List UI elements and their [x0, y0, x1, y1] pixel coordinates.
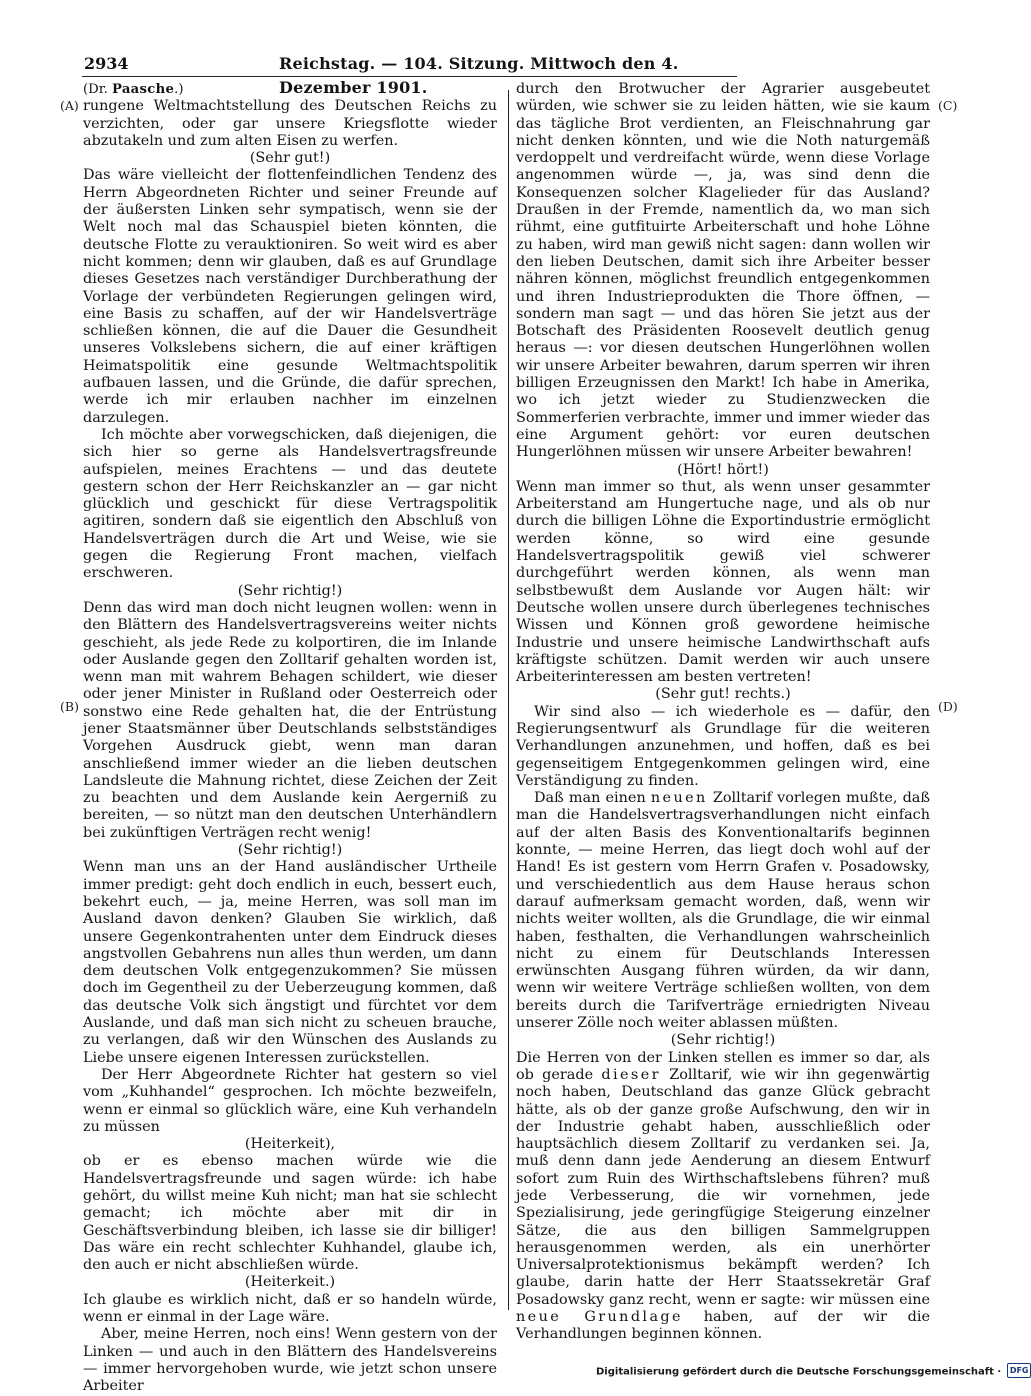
paragraph	[516, 790, 930, 1032]
text-run: Zolltarif vorlegen mußte, daß man die Handelsvertragsverhandlungen nicht einfach auf der alten Basis des Konventionaltarifs beginnen konnte, — meine Herren, das liegt doch wohl auf der Hand! Es ist gestern vom Herrn Grafen v. Posadowsky, und verschiedentlich aus dem Hause heraus schon darauf aufmerksam gemacht worden, daß, wenn wir nichts weiter wollten, als die Grundlage, die wir einmal haben, festhalten, die Verhandlungen wahrscheinlich nicht zu einem für Deutschlands Interessen erwünschten Ausgang führen würden, da wir dann, wenn wir weitere Verträge schließen wollten, von dem bereits durch die Tarifverträge erniedrigten Niveau unserer Zölle noch weiter ablassen müßten.	[516, 790, 930, 1032]
page-number: 2934	[84, 54, 129, 73]
left-column	[83, 81, 497, 1396]
dfg-logo-text: DFG	[1009, 1366, 1029, 1375]
interjection: (Sehr gut! rechts.)	[655, 686, 791, 703]
interjection: (Sehr gut!)	[249, 150, 331, 167]
paragraph: Ich möchte aber vorwegschicken, daß diejenigen, die sich hier so gerne als Handelsvertragsfreunde aufspielen, meines Erachtens — und das deutete gestern schon der Herr Reichskanzler an — gar nicht glücklich und geschickt für diese Vertragspolitik agitiren, sondern daß sie eigentlich den Abschluß von Handelsverträgen durch die Art und Weise, wie sie gegen die Regierung Front machen, vielfach erschweren.	[83, 426, 497, 582]
margin-marker-d: (D)	[938, 699, 958, 714]
funding-footer	[596, 1364, 1029, 1380]
interjection: (Sehr richtig!)	[670, 1032, 776, 1049]
interjection: (Sehr richtig!)	[237, 842, 343, 859]
paragraph: Aber, meine Herren, noch eins! Wenn gestern von der Linken — und auch in den Blättern des Handelsvereins — immer hervorgehoben wurde, wie jetzt schon unsere Arbeiter	[83, 1326, 497, 1395]
header-rule	[82, 76, 737, 77]
footer-text: Digitalisierung gefördert durch die Deutsche Forschungsgemeinschaft ·	[596, 1366, 1002, 1378]
speaker-prefix: (Dr.	[83, 82, 112, 97]
paragraph: Ich glaube es wirklich nicht, daß er so handeln würde, wenn er einmal in der Lage wäre.	[83, 1291, 497, 1326]
speaker-label	[83, 81, 497, 98]
running-title: Reichstag. — 104. Sitzung. Mittwoch den 4. Dezember 1901.	[279, 54, 679, 97]
paragraph: Das wäre vielleicht der flottenfeindlichen Tendenz des Herrn Abgeordneten Richter und seiner Freunde auf der äußersten Linken sehr sympatisch, wenn sie der Welt noch mal das Schauspiel bieten könnten, die deutsche Flotte zu verauktioniren. So weit wird es aber nicht kommen; denn wir glauben, daß es auf Grundlage dieses Gesetzes nach verständiger Durchberathung der Vorlage der verbündeten Regierungen gelingen wird, eine Basis zu schaffen, auf der wir Handelsverträge schließen können, die auf die Dauer die Gesundheit unseres Volkslebens sichern, die auf einer kräftigen Heimatspolitik eine gesunde Weltmachtspolitik aufbauen lassen, und die Gründe, die dafür sprechen, werde ich mir erlauben nachher im einzelnen darzulegen.	[83, 167, 497, 426]
column-divider	[508, 90, 509, 1310]
paragraph: Wir sind also — ich wiederhole es — dafür, den Regierungsentwurf als Grundlage für die weiteren Verhandlungen anzunehmen, und hoffen, daß es bei gegenseitigem Entgegenkommen gelingen wird, eine Verständigung zu finden.	[516, 703, 930, 789]
text-run: Daß man einen	[534, 790, 651, 807]
interjection: (Sehr richtig!)	[237, 582, 343, 599]
text-run: haben, auf der wir die Verhandlungen beginnen können.	[516, 1309, 931, 1343]
spaced-emphasis: dieser	[601, 1066, 661, 1083]
paragraph: Denn das wird man doch nicht leugnen wollen: wenn in den Blättern des Handelsvertragsvereins weiter nichts geschieht, als jede Rede zu kolportiren, die im Inlande oder Auslande gegen den Zolltarif gehalten worden ist, wenn man mit wahrem Behagen schildert, wie dieser oder jener Minister in Rußland oder Oesterreich oder sonstwo eine Rede gehalten hat, die der Entrüstung jener Staatsmänner über Deutschlands selbstständiges Vorgehen Ausdruck giebt, wenn man daran anschließend immer wieder an die lieben deutschen Landsleute die Mahnung richtet, diese Zeichen der Zeit zu beachten und dem Auslande kein Aergerniß zu bereiten, — so nützt man den deutschen Unterhändlern bei zukünftigen Verträgen recht wenig!	[83, 599, 497, 841]
paragraph: Wenn man uns an der Hand ausländischer Urtheile immer predigt: geht doch endlich in euch, bessert euch, bekehrt euch, — ja, meine Herren, was soll man im Ausland davon denken? Glauben Sie wirklich, daß unsere Gegenkontrahenten unter dem Eindruck dieses angstvollen Gebahrens nun alles thun werden, um dann dem deutschen Volk entgegenzukommen? Sie müssen doch im Gegentheil zu der Ueberzeugung kommen, daß das deutsche Volk sich ängstigt und fürchtet vor dem Auslande, und daß man sich nicht zu scheuen brauche, zu verlangen, daß wir den Wünschen des Auslands zu Liebe unsere eigenen Interessen zurückstellen.	[83, 859, 497, 1066]
paragraph: durch den Brotwucher der Agrarier ausgebeutet würden, wie schwer sie zu leiden hätten, wie sie kaum das tägliche Brot verdienten, an Fleischnahrung gar nicht denken könnten, und wie die Noth naturgemäß verdoppelt und verdreifacht würde, wenn diese Vorlage angenommen würde —, ja, was sind denn die Konsequenzen solcher Klagelieder für das Ausland? Draußen in der Fremde, namentlich da, wo man sich rühmt, eine gutfituirte Arbeiterschaft und hohe Löhne zu haben, wird man gewiß nicht sagen: dann wollen wir den lieben Deutschen, damit sich ihre Arbeiter besser nähren können, möglichst freundlich entgegenkommen und ihren Industrieprodukten die Thore öffnen, — sondern man sagt — und das hören Sie jetzt aus der Botschaft des Präsidenten Roosevelt deutlich genug heraus —: vor diesen deutschen Hungerlöhnen wollen wir unsere Arbeiter bewahren, darum sperren wir ihren billigen Erzeugnissen den Markt! Ich habe in Amerika, wo ich jetzt wieder zu Studienzwecken die Sommerferien verbrachte, immer und immer wieder das eine Argument gehört: vor euren deutschen Hungerlöhnen müssen wir unsere Arbeiter bewahren!	[516, 81, 930, 461]
margin-marker-c: (C)	[938, 98, 958, 113]
interjection: (Heiterkeit),	[244, 1136, 336, 1153]
margin-marker-b: (B)	[60, 699, 79, 714]
text-run: Die Herren von der Linken stellen es immer so dar, als ob gerade	[516, 1049, 930, 1083]
paragraph: rungene Weltmachtstellung des Deutschen Reichs zu verzichten, oder gar unsere Kriegsflotte wieder abzutakeln und zum alten Eisen zu werfen.	[83, 98, 497, 149]
paragraph: ob er es ebenso machen würde wie die Handelsvertragsfreunde und sagen würde: ich habe gehört, du willst meine Kuh nicht; man hat sie schlecht gemacht; ich möchte aber mit dir in Geschäftsverbindung bleiben, ich lasse sie dir billiger! Das wäre ein recht schlechter Kuhhandel, glaube ich, den auch er nicht abschließen würde.	[83, 1153, 497, 1274]
speaker-suffix: .)	[174, 82, 184, 97]
paragraph: Der Herr Abgeordnete Richter hat gestern so viel vom „Kuhhandel“ gesprochen. Ich möchte bezweifeln, wenn er einmal so glücklich wäre, eine Kuh verhandeln zu müssen	[83, 1066, 497, 1135]
interjection: (Hört! hört!)	[677, 461, 769, 478]
spaced-emphasis: neue Grundlage	[516, 1309, 683, 1326]
right-column	[516, 81, 930, 1344]
margin-marker-a: (A)	[60, 98, 79, 113]
interjection: (Heiterkeit.)	[244, 1274, 336, 1291]
text-run: Zolltarif, wie wir ihn gegenwärtig noch haben, Deutschland das ganze Glück gebracht hätte, als ob der ganze große Aufschwung, den wir in der Industrie gehabt haben, ausschließlich oder hauptsächlich diesem Zolltarif zu verdanken sei. Ja, muß denn dann jede Aenderung an diesem Entwurf sofort zum Ruin des Wirthschaftslebens führen? muß jede Verbesserung, die wir vornehmen, jede Spezialisirung, jede geringfügige Steigerung einzelner Sätze, die aus den billigen Sammelgruppen herausgenommen werden, als ein unerhörter Universalprotektionismus bekämpft werden? Ich glaube, darin hatte der Herr Staatssekretär Graf Posadowsky ganz recht, wenn er sagte: wir müssen eine	[516, 1066, 930, 1308]
paragraph: Wenn man immer so thut, als wenn unser gesammter Arbeiterstand am Hungertuche nage, und als ob nur durch die billigen Löhne die Exportindustrie ermöglicht werden könne, so wird eine gesunde Handelsvertragspolitik gewiß viel schwerer durchgeführt werden können, als wenn man selbstbewußt dem Auslande vor Augen hält: wir Deutsche wollen unsere durch überlegenes technisches Wissen und Können groß gewordene heimische Industrie und unsere heimische Landwirthschaft aufs kräftigste schützen. Damit werden wir auch unsere Arbeiterinteressen am besten vertreten!	[516, 478, 930, 686]
paragraph	[516, 1050, 930, 1344]
spaced-emphasis: neuen	[650, 790, 708, 807]
dfg-logo	[1007, 1363, 1031, 1378]
speaker-name: Paasche	[111, 82, 175, 97]
